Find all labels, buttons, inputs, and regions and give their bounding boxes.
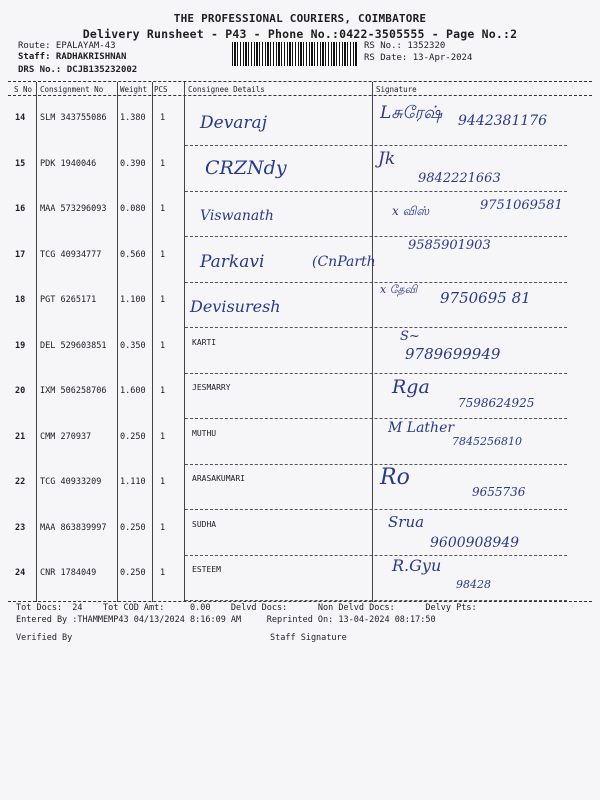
- footer-rule: [8, 601, 592, 602]
- row-sno: 19: [15, 340, 26, 351]
- handwritten-signature: R.Gyu: [392, 556, 442, 575]
- row-sno: 14: [15, 113, 26, 123]
- row-consignment-no: TCG 40933209: [40, 477, 102, 487]
- handwritten-phone: 9600908949: [430, 534, 520, 551]
- row-pcs: 1: [160, 340, 166, 351]
- handwritten-consignee: Parkavi: [200, 251, 265, 272]
- row-sno: 16: [15, 204, 26, 214]
- route-label: Route: EPALAYAM-43: [18, 41, 116, 51]
- table-row: [0, 147, 600, 192]
- row-weight: 0.080: [120, 204, 146, 214]
- row-weight: 0.250: [120, 522, 146, 533]
- handwritten-signature: (CnParth: [312, 253, 376, 270]
- row-consignee-name: ARASAKUMARI: [192, 474, 245, 483]
- handwritten-consignee: CRZNdy: [205, 156, 287, 179]
- handwritten-signature: Lசுரேஷ்: [380, 103, 443, 123]
- row-pcs: 1: [160, 522, 166, 533]
- row-pcs: 1: [160, 431, 166, 442]
- row-consignee-name: KARTI: [192, 337, 217, 347]
- handwritten-phone: 9585901903: [408, 237, 491, 253]
- row-consignment-no: PDK 1940046: [40, 158, 97, 169]
- col-header-pcs: PCS: [154, 85, 168, 94]
- barcode-icon: [232, 42, 358, 66]
- row-weight: 1.600: [120, 386, 146, 396]
- row-sno: 23: [15, 522, 26, 533]
- handwritten-phone: 9442381176: [458, 113, 548, 129]
- row-pcs: 1: [160, 204, 166, 214]
- row-weight: 1.100: [120, 295, 146, 305]
- handwritten-phone: 9655736: [472, 485, 526, 499]
- row-weight: 0.390: [120, 158, 146, 169]
- row-pcs: 1: [160, 249, 166, 260]
- row-consignment-no: CNR 1784049: [40, 568, 97, 578]
- row-sno: 20: [15, 386, 26, 396]
- row-weight: 1.380: [120, 113, 146, 123]
- row-pcs: 1: [160, 568, 166, 578]
- row-sno: 21: [15, 431, 26, 442]
- row-sno: 22: [15, 477, 26, 487]
- row-consignment-no: DEL 529603851: [40, 340, 107, 351]
- table-row: [0, 192, 600, 237]
- header-top-rule: [8, 81, 592, 82]
- handwritten-phone: 9750695 81: [440, 289, 531, 307]
- row-sno: 18: [15, 295, 26, 305]
- handwritten-phone: 7845256810: [452, 434, 522, 448]
- handwritten-signature: Ro: [380, 465, 410, 490]
- row-pcs: 1: [160, 158, 166, 169]
- handwritten-signature: S~: [400, 328, 420, 344]
- rs-number: RS No.: 1352320: [364, 41, 446, 51]
- row-weight: 0.250: [120, 431, 146, 442]
- runsheet-subtitle: Delivery Runsheet - P43 - Phone No.:0422-3505555 - Page No.:2: [82, 27, 518, 41]
- handwritten-phone: 9751069581: [480, 198, 563, 213]
- row-pcs: 1: [160, 295, 166, 305]
- table-row: [0, 465, 600, 510]
- row-consignment-no: PGT 6265171: [40, 295, 97, 305]
- header-bottom-rule: [8, 95, 592, 96]
- handwritten-consignee: Devaraj: [200, 113, 267, 133]
- row-weight: 1.110: [120, 477, 146, 487]
- table-row: [0, 101, 600, 146]
- handwritten-signature: Rga: [392, 376, 430, 398]
- row-consignment-no: CMM 270937: [40, 431, 92, 442]
- handwritten-phone: 7598624925: [458, 396, 535, 410]
- row-consignee-name: MUTHU: [192, 428, 217, 438]
- col-header-consignment: Consignment No: [40, 85, 104, 94]
- table-row: [0, 374, 600, 419]
- row-pcs: 1: [160, 386, 166, 396]
- row-sno: 15: [15, 158, 26, 169]
- handwritten-signature: Srua: [388, 512, 425, 531]
- staff-label: Staff: RADHAKRISHNAN: [18, 52, 127, 62]
- entered-line: Entered By :THAMMEMP43 04/13/2024 8:16:09 AM Reprinted On: 13-04-2024 08:17:50: [16, 615, 436, 625]
- totals-line: Tot Docs: 24 Tot COD Amt: 0.00 Delvd Docs: Non Delvd Docs: Delvy Pts:: [16, 603, 477, 613]
- company-title: THE PROFESSIONAL COURIERS, COIMBATORE: [173, 12, 427, 25]
- row-sno: 24: [15, 568, 26, 578]
- table-row: [0, 420, 600, 465]
- table-row: [0, 556, 600, 601]
- handwritten-phone: 98428: [456, 578, 491, 591]
- table-row: [0, 238, 600, 283]
- row-weight: 0.560: [120, 249, 146, 260]
- handwritten-phone: 9842221663: [418, 170, 501, 186]
- row-consignee-name: ESTEEM: [192, 565, 221, 574]
- table-row: [0, 329, 600, 374]
- col-header-signature: Signature: [376, 85, 417, 94]
- table-row: [0, 511, 600, 556]
- row-pcs: 1: [160, 477, 166, 487]
- handwritten-consignee: Devisuresh: [190, 297, 281, 316]
- row-consignee-name: JESMARRY: [192, 383, 231, 392]
- col-header-weight: Weight: [120, 85, 148, 94]
- handwritten-signature: M Lather: [388, 419, 455, 436]
- row-pcs: 1: [160, 113, 166, 123]
- handwritten-signature: x விஸ்: [392, 204, 430, 218]
- drs-label: DRS No.: DCJB135232002: [18, 65, 138, 75]
- row-consignment-no: MAA 573296093: [40, 204, 107, 214]
- row-consignment-no: SLM 343755086: [40, 113, 107, 123]
- handwritten-signature: Jk: [378, 148, 396, 169]
- verified-by-label: Verified By: [16, 633, 73, 643]
- rs-date: RS Date: 13-Apr-2024: [364, 53, 473, 63]
- handwritten-consignee: Viswanath: [200, 208, 274, 224]
- handwritten-phone: 9789699949: [405, 344, 501, 363]
- col-header-sno: S No: [14, 85, 33, 94]
- handwritten-signature: x தேவி: [380, 283, 418, 296]
- table-row: [0, 283, 600, 328]
- row-weight: 0.250: [120, 568, 146, 578]
- row-consignment-no: MAA 863839997: [40, 522, 107, 533]
- staff-signature-label: Staff Signature: [270, 633, 347, 643]
- row-sno: 17: [15, 249, 26, 260]
- col-header-consignee: Consignee Details: [188, 85, 265, 94]
- row-consignee-name: SUDHA: [192, 519, 217, 529]
- row-consignment-no: IXM 506258706: [40, 386, 107, 396]
- row-consignment-no: TCG 40934777: [40, 249, 102, 260]
- row-weight: 0.350: [120, 340, 146, 351]
